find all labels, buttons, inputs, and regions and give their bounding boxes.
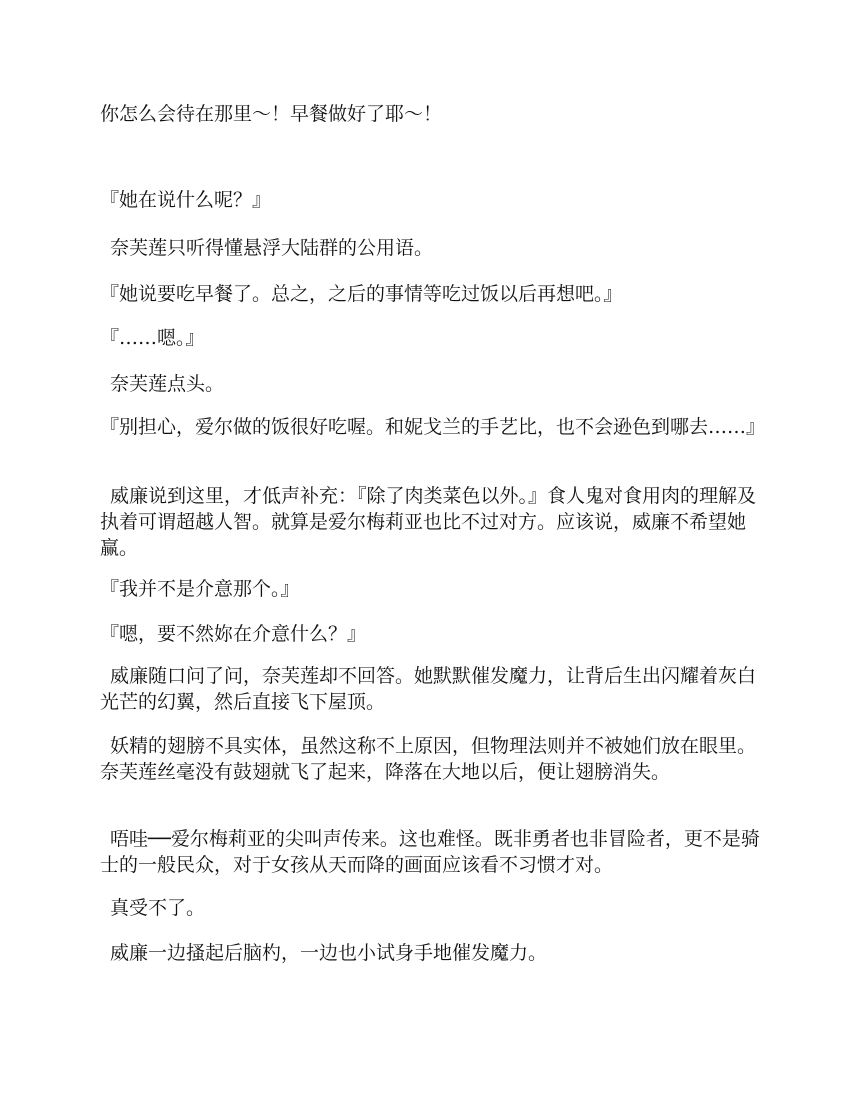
paragraph-13: 唔哇──爱尔梅莉亚的尖叫声传来。这也难怪。既非勇者也非冒险者，更不是骑士的一般民众，对于女孩从天而降的画面应该看不习惯才对。 (100, 828, 760, 876)
paragraph-2: 『她在说什么呢？』 (100, 189, 272, 211)
paragraph-1: 你怎么会待在那里～！早餐做好了耶～！ (100, 103, 443, 125)
paragraph-7: 『别担心，爱尔做的饭很好吃喔。和妮戈兰的手艺比，也不会逊色到哪去……』 (100, 416, 766, 438)
paragraph-6: 奈芙莲点头。 (110, 373, 225, 395)
paragraph-15: 威廉一边搔起后脑杓，一边也小试身手地催发魔力。 (110, 942, 548, 964)
paragraph-14: 真受不了。 (110, 897, 206, 919)
paragraph-11: 威廉随口问了问，奈芙莲却不回答。她默默催发魔力，让背后生出闪耀着灰白光芒的幻翼，然后直接飞下屋顶。 (100, 665, 757, 713)
paragraph-3: 奈芙莲只听得懂悬浮大陆群的公用语。 (110, 237, 434, 259)
paragraph-4: 『她说要吃早餐了。总之，之后的事情等吃过饭以后再想吧。』 (100, 283, 623, 305)
paragraph-5: 『……嗯。』 (100, 327, 205, 349)
paragraph-8: 威廉说到这里，才低声补充：『除了肉类菜色以外。』食人鬼对食用肉的理解及执着可谓超越人智。就算是爱尔梅莉亚也比不过对方。应该说，威廉不希望她赢。 (100, 485, 757, 559)
paragraph-10: 『嗯，要不然妳在介意什么？』 (100, 623, 367, 645)
paragraph-12: 妖精的翅膀不具实体，虽然这称不上原因，但物理法则并不被她们放在眼里。奈芙莲丝毫没有鼓翅就飞了起来，降落在大地以后，便让翅膀消失。 (100, 735, 757, 783)
paragraph-9: 『我并不是介意那个。』 (100, 578, 300, 600)
